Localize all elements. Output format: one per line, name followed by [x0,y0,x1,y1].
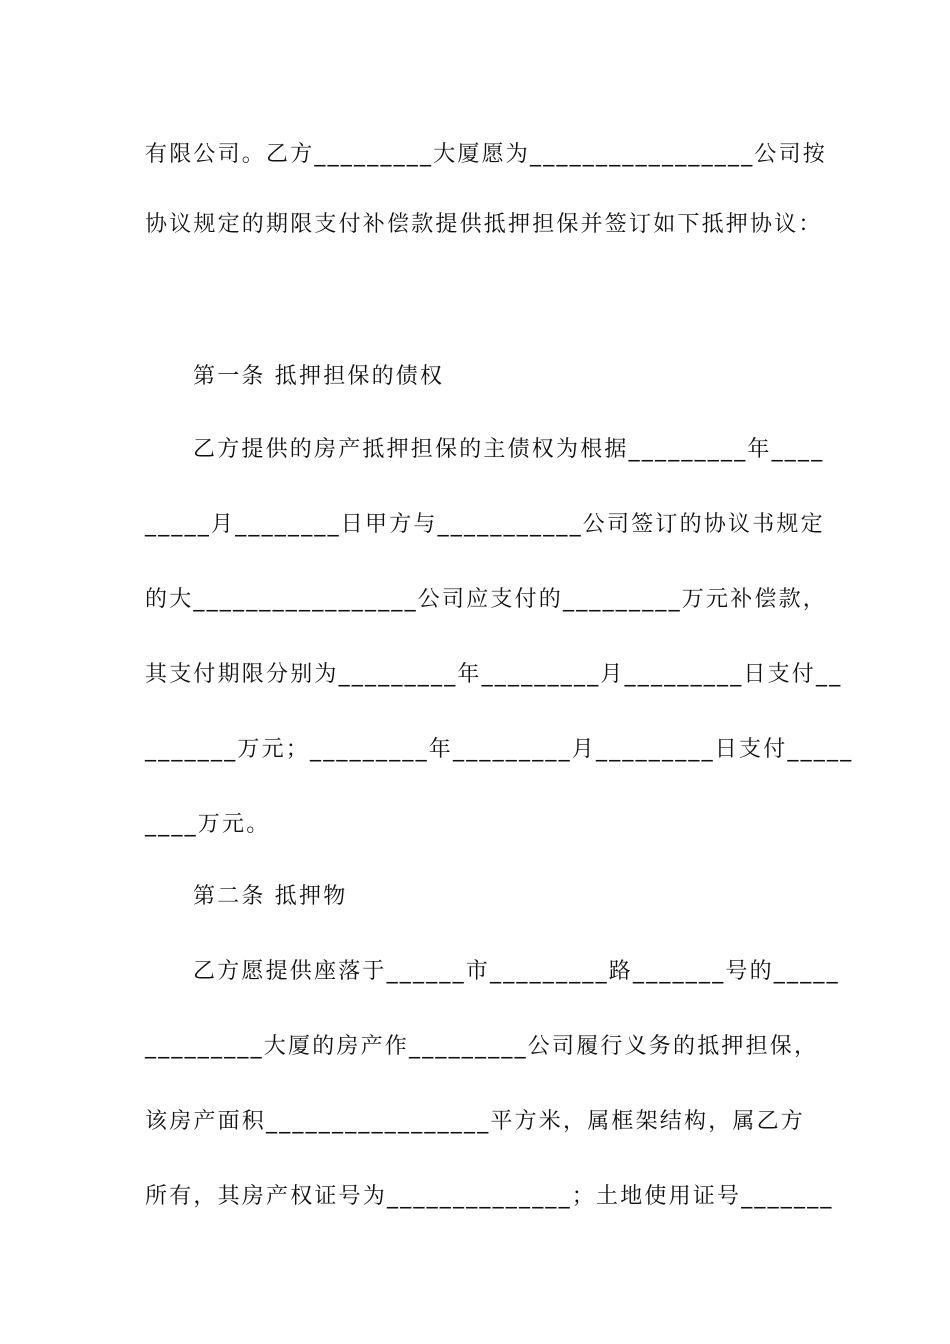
paragraph-line: _________大厦的房产作_________公司履行义务的抵押担保， [145,1034,819,1059]
paragraph-line: 该房产面积_________________平方米，属框架结构，属乙方 [145,1109,806,1134]
paragraph-line: _____月________日甲方与___________公司签订的协议书规定 [145,512,825,537]
paragraph-line: 的大_________________公司应支付的_________万元补偿款， [145,587,828,612]
section-heading-1: 第一条 抵押担保的债权 [193,364,445,389]
paragraph-line: 所有，其房产权证号为______________；土地使用证号_______ [145,1184,834,1209]
paragraph-line: 有限公司。乙方_________大厦愿为_________________公司按 [145,142,828,167]
paragraph-line: _______万元；_________年_________月_________日支付_____ [145,737,854,762]
section-heading-2: 第二条 抵押物 [193,884,348,909]
paragraph-line: ____万元。 [145,812,271,837]
paragraph-line: 协议规定的期限支付补偿款提供抵押担保并签订如下抵押协议： [145,212,823,237]
paragraph-line: 其支付期限分别为_________年_________月_________日支付__ [145,662,843,687]
paragraph-line: 乙方提供的房产抵押担保的主债权为根据_________年____ [193,437,825,462]
paragraph-line: 乙方愿提供座落于______市_________路_______号的_____ [193,959,840,984]
